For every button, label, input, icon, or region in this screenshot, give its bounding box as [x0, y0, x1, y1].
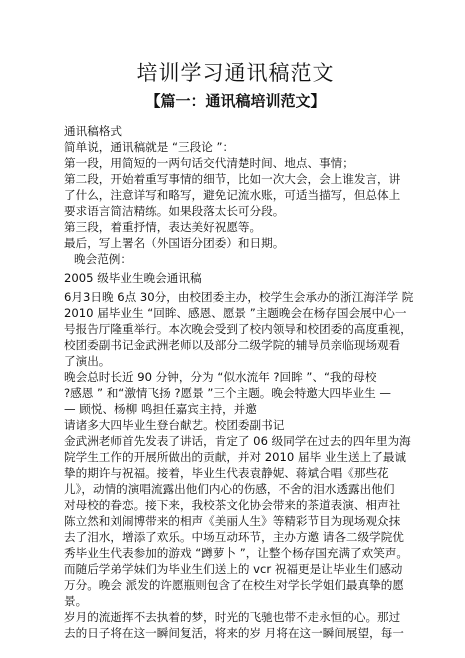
body-line: 晚会总时长近 90 分钟，分为 “似水流年 ?回眸 ”、“我的母校	[64, 370, 377, 384]
body-line: 第一段，用简短的一两句话交代清楚时间、地点、事情；	[64, 156, 354, 170]
body-line: 秀毕业生代表参加的游戏 “蹲萝卜 ”，让整个杨存国充满了欢笑声。	[64, 546, 409, 560]
body-line: 去了泪水，增添了欢乐。中场互动环节，主办方邀 请各二级学院优	[64, 530, 404, 544]
body-line: 晚会范例：	[74, 252, 132, 266]
body-line: 校团委副书记金武洲老师以及部分二级学院的辅导员亲临现场观看	[64, 338, 401, 352]
body-line: 景。	[64, 594, 88, 608]
body-line: 去的日子将在这一瞬间复活，将来的岁 月将在这一瞬间展望，每一	[64, 626, 404, 640]
body-line: 陈立然和刘闹博带来的相声《美丽人生》等精彩节目为现场观众抹	[64, 514, 401, 528]
body-line: 挚的期许与祝福。接着，毕业生代表袁静妮、蒋斌合唱《那些花	[64, 466, 389, 480]
body-line: 万分。晚会 派发的许愿瓶则包含了在校生对学长学姐们最真挚的愿	[64, 578, 404, 592]
body-line: 6月3日晚 6点 30分，由校团委主办，校学生会承办的浙江海洋学 院	[64, 290, 414, 304]
body-line: 而随后学弟学妹们为毕业生们送上的 vcr 祝福更是让毕业生们感动	[64, 562, 403, 576]
body-line: 了演出。	[64, 354, 111, 368]
body-line: 2005 级毕业生晚会通讯稿	[64, 271, 202, 285]
body-line: 第三段，着重抒情，表达美好祝愿等。	[64, 220, 262, 234]
body-line: 对母校的眷恋。接下来，我校茶文化协会带来的茶道表演、相声社	[64, 498, 401, 512]
body-line: 简单说，通讯稿就是 “三段论 ”：	[64, 140, 235, 154]
body-line: ?感恩 ” 和“激情飞扬 ?愿景 ”三个主题。晚会特邀大四毕业生 —	[64, 386, 392, 400]
document-title: 培训学习通讯稿范文	[136, 61, 335, 85]
document-subtitle: 【篇一：通讯稿培训范文】	[145, 92, 326, 110]
body-line: 院学生工作的开展所做出的贡献，并对 2010 届毕 业生送上了最诚	[64, 450, 407, 464]
body-line: 金武洲老师首先发表了讲话，肯定了 06 级同学在过去的四年里为海	[64, 434, 411, 448]
body-line: 岁月的流逝挥不去执着的梦，时光的飞驰也带不走永恒的心。那过	[64, 610, 401, 624]
body-line: 通讯稿格式	[64, 124, 122, 138]
body-line: 请诸多大四毕业生登台献艺。校团委副书记	[64, 418, 285, 432]
body-line: 2010 届毕业生 “回眸、感恩、愿景 ”主题晚会在杨存国会展中心一	[64, 306, 407, 320]
body-line: 儿》，动情的演唱流露出他们内心的伤感，不舍的泪水透露出他们	[64, 482, 395, 496]
body-line: 最后，写上署名（外国语分团委）和日期。	[64, 236, 285, 250]
body-line: 第二段，开始着重写事情的细节，比如一次大会，会上谁发言，讲	[64, 172, 401, 186]
document-body	[64, 123, 414, 641]
body-line: 号报告厅隆重举行。本次晚会受到了校内领导和校团委的高度重视，	[64, 322, 412, 336]
body-line: 了什么，注意详写和略写，避免记流水账，可适当描写，但总体上	[64, 188, 401, 202]
body-line: 要求语言简洁精练。如果段落太长可分段。	[64, 204, 285, 218]
body-line: — 顾悦、杨柳 鸣担任嘉宾主持，并邀	[64, 402, 257, 416]
